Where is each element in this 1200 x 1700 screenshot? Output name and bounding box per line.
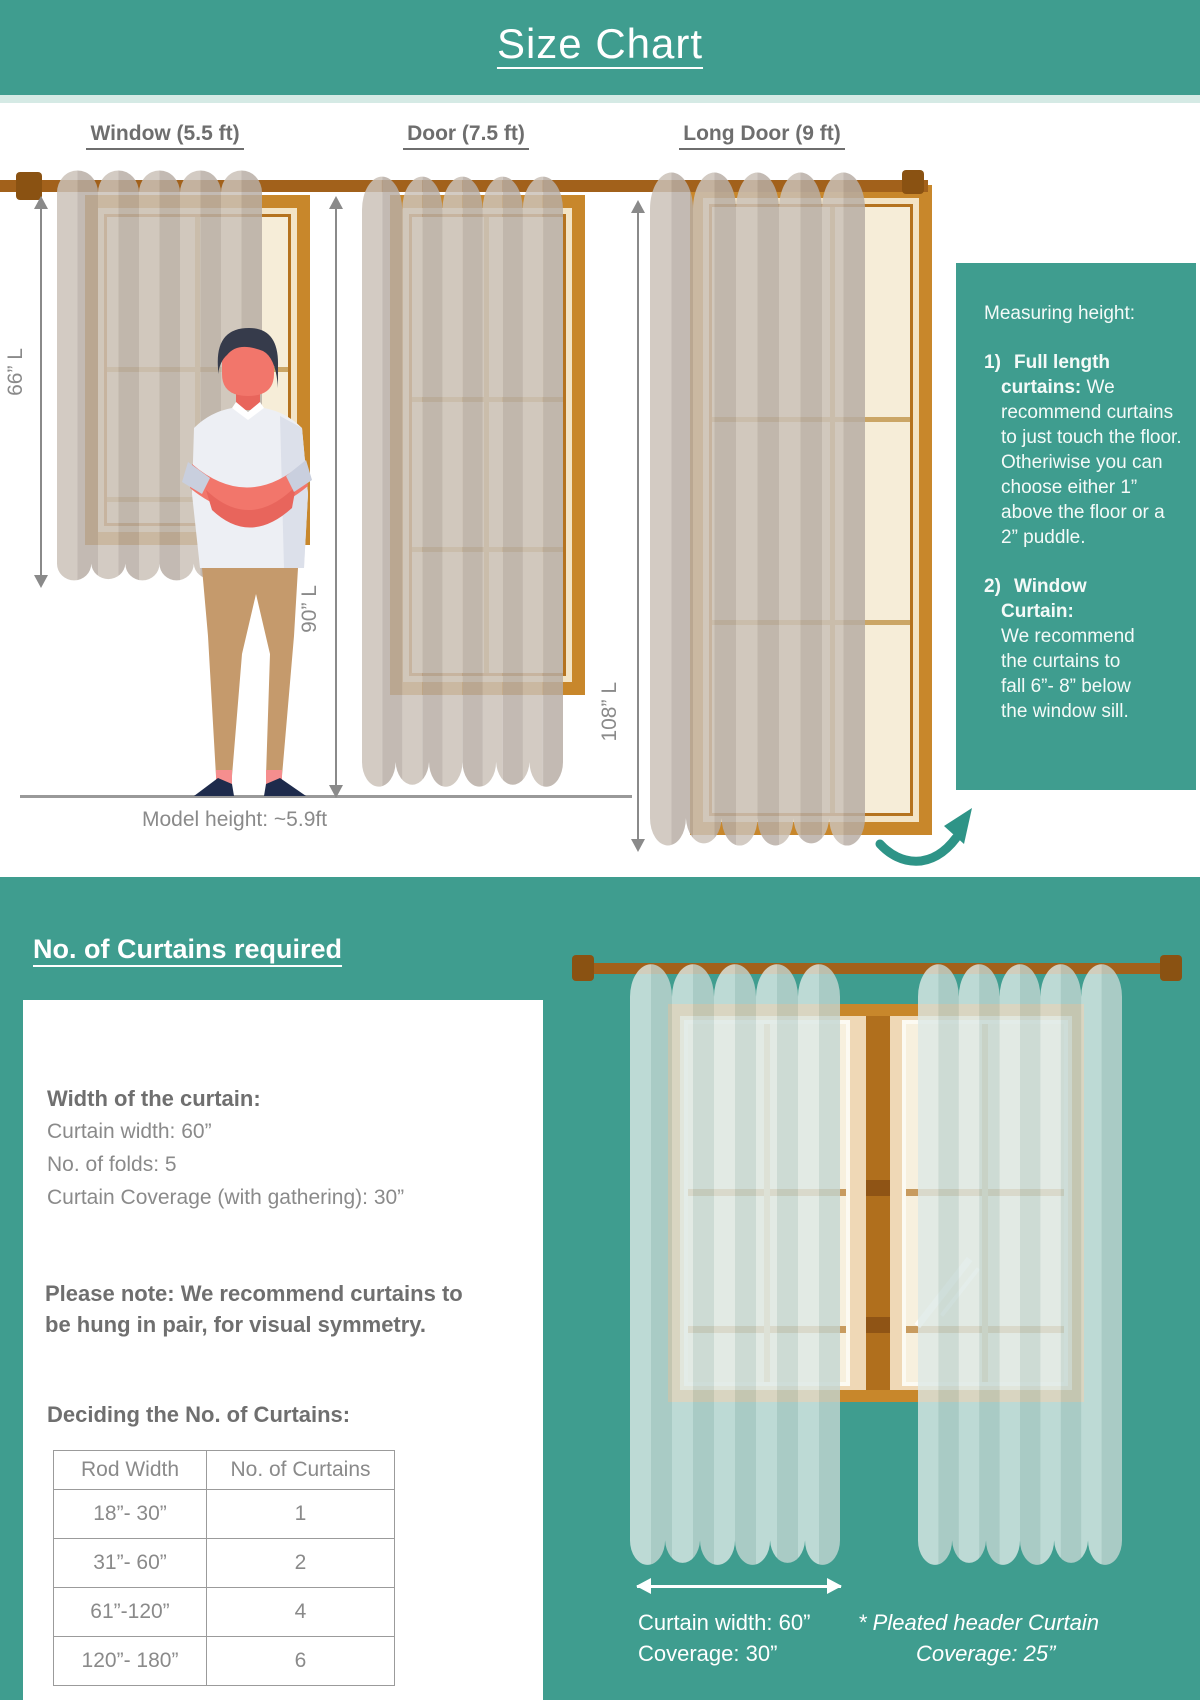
item-number: 1)	[984, 352, 1001, 373]
caption-pleated-header: * Pleated header Curtain	[858, 1610, 1099, 1635]
section-label-long-door: Long Door (9 ft)	[647, 122, 877, 152]
curtains-required-heading: No. of Curtains required	[33, 934, 343, 964]
table-cell-count: 4	[207, 1588, 395, 1637]
width-of-curtain-title: Width of the curtain:	[47, 1086, 261, 1111]
sheer-curtain-right	[918, 946, 1122, 1576]
length-arrow-108-icon	[637, 202, 639, 850]
item-number: 2)	[984, 576, 1001, 597]
caption-pleated-coverage: Coverage: 25”	[916, 1641, 1056, 1666]
table-cell-rod-width: 31”- 60”	[54, 1539, 207, 1588]
person-pants	[202, 568, 298, 776]
window-center-mullion	[866, 1016, 890, 1390]
length-arrow-66-icon	[40, 198, 42, 586]
table-header-row	[54, 1451, 395, 1490]
width-line-coverage: Curtain Coverage (with gathering): 30”	[47, 1186, 405, 1209]
page-title: Size Chart	[496, 20, 704, 67]
measuring-height-panel	[956, 263, 1196, 790]
puddle-swoosh-arrow-icon	[870, 792, 990, 872]
measuring-height-title: Measuring height:	[984, 303, 1136, 324]
item-text: We recommend the curtains to fall 6”- 8” below the window sill.	[1001, 626, 1135, 722]
table-row	[54, 1588, 395, 1637]
caption-coverage: Coverage: 30”	[638, 1641, 778, 1666]
table-cell-rod-width: 61”-120”	[54, 1588, 207, 1637]
curtain-illustration-door	[362, 158, 563, 798]
pair-note: Please note: We recommend curtains to be hung in pair, for visual symmetry.	[45, 1281, 463, 1337]
curtain-illustration-long-door	[650, 152, 865, 858]
width-line-curtain-width: Curtain width: 60”	[47, 1120, 212, 1143]
caption-curtain-width: Curtain width: 60”	[638, 1610, 811, 1635]
mullion-latch	[866, 1317, 890, 1333]
length-label-66: 66” L	[4, 348, 27, 396]
rod-finial-left	[572, 955, 594, 981]
length-label-108: 108” L	[598, 682, 621, 742]
sheer-curtain-left	[630, 946, 840, 1576]
rod-finial-right	[1160, 955, 1182, 981]
info-card	[23, 1000, 543, 1700]
header-accent-strip	[0, 95, 1200, 103]
model-person-illustration	[170, 324, 330, 800]
table-cell-rod-width: 18”- 30”	[54, 1490, 207, 1539]
item-text: We recommend curtains to just touch the floor. Otheriwise you can choose either 1” above the floor or a 2” puddle.	[1001, 377, 1182, 548]
table-cell-rod-width: 120”- 180”	[54, 1637, 207, 1686]
measuring-note-full-length	[984, 350, 1182, 550]
curtain-width-arrow-icon	[637, 1585, 841, 1588]
table-cell-count: 6	[207, 1637, 395, 1686]
item-lead: Window Curtain:	[1001, 576, 1087, 622]
rod-finial-right	[902, 170, 924, 194]
table-row	[54, 1490, 395, 1539]
width-line-folds: No. of folds: 5	[47, 1153, 177, 1176]
mullion-latch	[866, 1180, 890, 1196]
rod-width-table	[53, 1450, 395, 1686]
table-header-no-curtains: No. of Curtains	[207, 1451, 395, 1490]
length-arrow-90-icon	[335, 198, 337, 796]
measuring-note-window-curtain	[984, 574, 1148, 724]
table-row	[54, 1539, 395, 1588]
section-label-door: Door (7.5 ft)	[361, 122, 571, 152]
table-row	[54, 1637, 395, 1686]
length-label-90: 90” L	[298, 585, 321, 633]
table-header-rod-width: Rod Width	[54, 1451, 207, 1490]
table-title: Deciding the No. of Curtains:	[47, 1402, 351, 1427]
section-label-window: Window (5.5 ft)	[60, 122, 270, 152]
table-cell-count: 2	[207, 1539, 395, 1588]
model-height-caption: Model height: ~5.9ft	[142, 808, 328, 831]
item-lead: Full length curtains:	[1001, 352, 1111, 398]
table-cell-count: 1	[207, 1490, 395, 1539]
